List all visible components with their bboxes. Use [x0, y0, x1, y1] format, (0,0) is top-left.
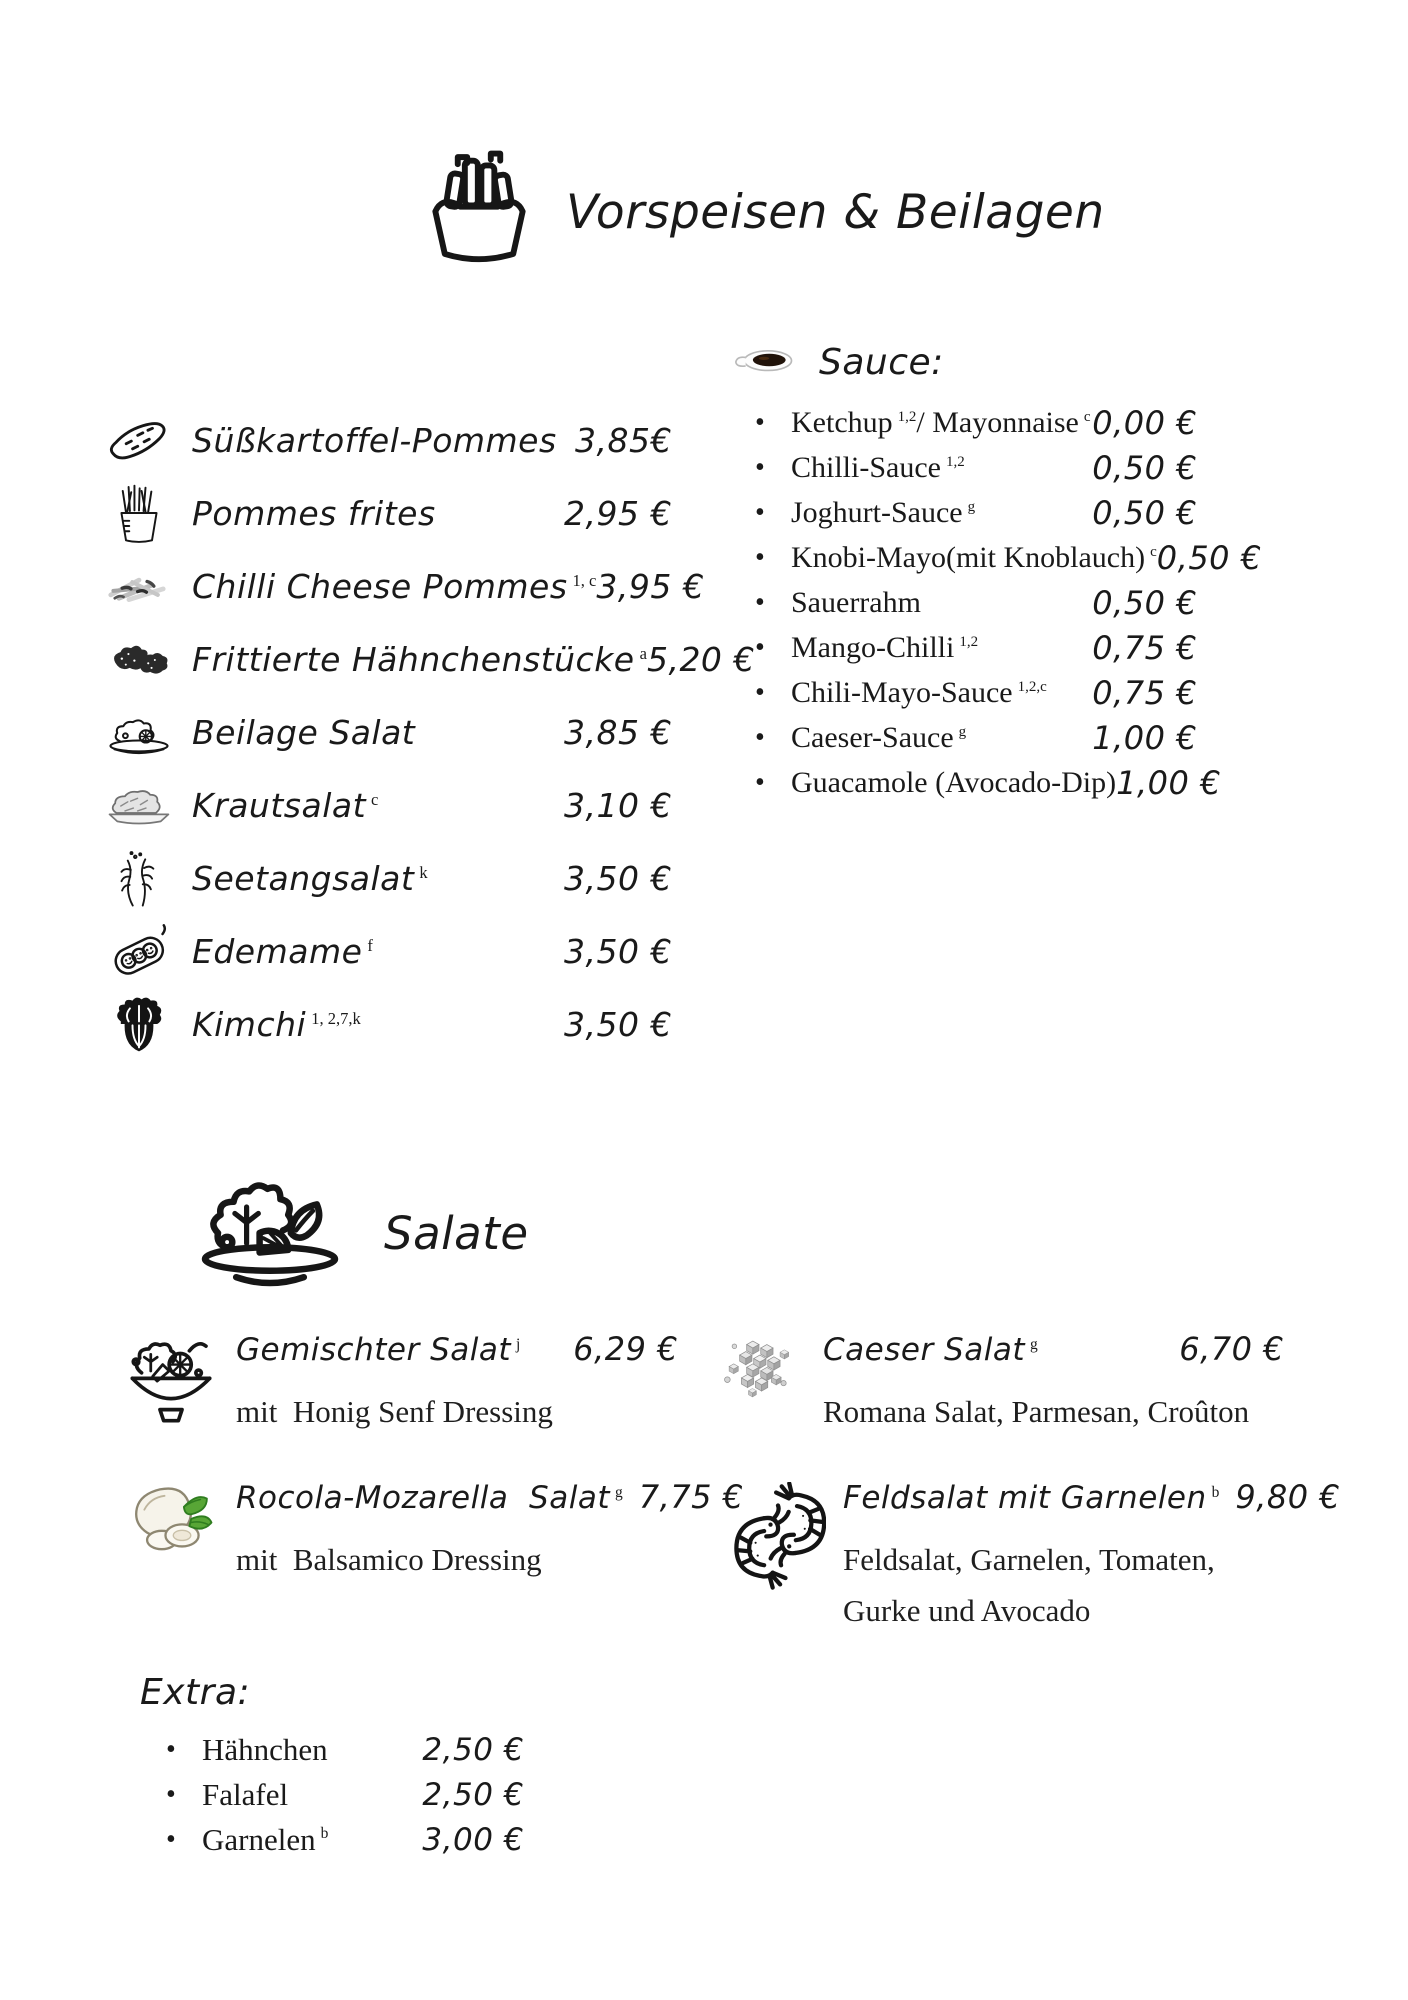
bullet: •	[755, 676, 765, 708]
menu-item-price: 3,95 €	[596, 567, 705, 606]
menu-item-name: Frittierte Hähnchenstücke $^a$	[192, 640, 647, 679]
menu-item-name: Seetangsalat $^k$	[192, 859, 428, 898]
menu-item-row	[100, 696, 672, 769]
sauce-row	[745, 535, 1262, 580]
extra-row	[156, 1772, 524, 1817]
salad-card-caeser	[722, 1330, 1284, 1437]
sauce-name: Joghurt-Sauce $^g$	[791, 495, 976, 529]
salad-price: 9,80 €	[1235, 1478, 1341, 1516]
extra-title: Extra:	[140, 1672, 251, 1713]
sauce-price: 0,50 €	[1156, 538, 1262, 577]
salad-description: mit Honig Senf Dressing	[236, 1394, 553, 1429]
bullet: •	[755, 451, 765, 483]
sauce-name: Knobi-Mayo(mit Knoblauch) $^c$	[791, 540, 1157, 574]
extra-name: Garnelen $^b$	[202, 1821, 329, 1857]
bullet: •	[166, 1823, 176, 1855]
extras-section	[140, 1672, 524, 1862]
kimchi-icon	[100, 994, 178, 1056]
chilli-cheese-icon	[100, 568, 178, 605]
edamame-icon	[100, 924, 178, 980]
salad-price: 6,29 €	[573, 1330, 678, 1368]
croutons-icon	[722, 1330, 823, 1437]
salad-price: 7,75 €	[638, 1478, 744, 1516]
menu-item-row	[100, 988, 672, 1061]
extra-price: 2,50 €	[422, 1731, 524, 1768]
sauce-name: Chilli-Sauce $^{1,2}$	[791, 450, 965, 484]
sauce-row	[745, 445, 1197, 490]
sauce-row	[745, 715, 1197, 760]
bullet: •	[755, 496, 765, 528]
sauce-price: 0,50 €	[1092, 493, 1197, 532]
sweet-potato-icon	[100, 418, 178, 463]
sauce-row	[745, 490, 1197, 535]
salad-name: Feldsalat mit Garnelen $^b$	[843, 1480, 1220, 1516]
shrimp-icon	[730, 1478, 843, 1636]
menu-item-price: 3,85 €	[564, 713, 672, 752]
menu-item-name: Chilli Cheese Pommes $^{1, c}$	[192, 567, 597, 606]
sauce-price: 0,50 €	[1092, 583, 1197, 622]
salad-description: Feldsalat, Garnelen, Tomaten, Gurke und Avocado	[843, 1542, 1215, 1629]
sauce-row	[745, 580, 1197, 625]
salad-description: mit Balsamico Dressing	[236, 1542, 542, 1577]
sauce-name: Caeser-Sauce $^g$	[791, 720, 967, 754]
sauce-name: Sauerrahm	[791, 585, 921, 619]
sauce-title: Sauce:	[819, 341, 944, 383]
menu-item-price: 3,10 €	[564, 786, 672, 825]
sauce-list	[745, 400, 1262, 805]
salate-header	[192, 1168, 529, 1298]
salad-name: Caeser Salat $^g$	[823, 1332, 1038, 1368]
sauce-dish-icon	[731, 341, 797, 384]
menu-item-row	[100, 842, 672, 915]
side-salad-icon	[100, 711, 178, 755]
page-title: Vorspeisen & Beilagen	[566, 184, 1105, 240]
extra-list	[140, 1727, 524, 1862]
salad-bowl-icon	[125, 1330, 236, 1437]
menu-item-name: Süßkartoffel-Pommes	[192, 421, 557, 460]
sauce-row	[745, 625, 1197, 670]
menu-item-price: 3,50 €	[564, 859, 672, 898]
extra-name: Hähnchen	[202, 1731, 328, 1767]
sauce-name: Mango-Chilli $^{1,2}$	[791, 630, 979, 664]
menu-item-name: Krautsalat $^c$	[192, 786, 379, 825]
bullet: •	[755, 406, 765, 438]
sauces-section	[745, 336, 1262, 805]
salad-price: 6,70 €	[1179, 1330, 1284, 1368]
fries-icon	[420, 150, 538, 274]
menu-item-price: 5,20 €	[646, 640, 755, 679]
bullet: •	[755, 766, 765, 798]
mozzarella-icon	[125, 1478, 236, 1585]
menu-item-row	[100, 477, 672, 550]
menu-item-name: Beilage Salat	[192, 713, 416, 752]
extra-row	[156, 1817, 524, 1862]
extra-name: Falafel	[202, 1776, 289, 1812]
krautsalat-icon	[100, 785, 178, 827]
bullet: •	[755, 541, 765, 573]
fried-chicken-icon	[100, 640, 178, 680]
menu-item-name: Pommes frites	[192, 494, 436, 533]
vorspeisen-header	[420, 150, 1105, 274]
sauce-price: 1,00 €	[1092, 718, 1197, 757]
sauce-price: 0,75 €	[1092, 628, 1197, 667]
menu-item-name: Edemame $^f$	[192, 932, 373, 971]
menu-item-row	[100, 623, 755, 696]
sauce-name: Chili-Mayo-Sauce $^{1,2,c}$	[791, 675, 1047, 709]
salad-card-rocola-mozarella	[125, 1478, 744, 1585]
bullet: •	[166, 1733, 176, 1765]
sauce-name: Ketchup $^{1,2}$/ Mayonnaise $^c$	[791, 405, 1091, 439]
extra-price: 3,00 €	[422, 1821, 524, 1858]
sauce-price: 0,00 €	[1092, 403, 1197, 442]
bullet: •	[755, 721, 765, 753]
menu-item-name: Kimchi $^{1, 2,7,k}$	[192, 1005, 361, 1044]
sauce-price: 0,75 €	[1092, 673, 1197, 712]
menu-item-price: 2,95 €	[564, 494, 672, 533]
extra-price: 2,50 €	[422, 1776, 524, 1813]
menu-item-row	[100, 915, 672, 988]
extra-row	[156, 1727, 524, 1772]
starters-section	[100, 404, 755, 1061]
menu-item-price: 3,50 €	[564, 1005, 672, 1044]
seaweed-icon	[100, 849, 178, 909]
menu-item-price: 3,85€	[575, 421, 672, 460]
salate-title: Salate	[384, 1206, 529, 1260]
menu-item-row	[100, 550, 705, 623]
sauce-header	[731, 336, 1197, 388]
sauce-name: Guacamole (Avocado-Dip)	[791, 765, 1117, 799]
sauce-row	[745, 670, 1197, 715]
sauce-row	[745, 760, 1221, 805]
salad-card-gemischter	[125, 1330, 678, 1437]
salad-name: Rocola-Mozarella Salat $^g$	[236, 1480, 623, 1516]
sauce-row	[745, 400, 1197, 445]
menu-item-row	[100, 404, 672, 477]
salad-name: Gemischter Salat $^j$	[236, 1332, 521, 1368]
sauce-price: 0,50 €	[1092, 448, 1197, 487]
salad-card-feldsalat-garnelen	[730, 1478, 1341, 1636]
salad-description: Romana Salat, Parmesan, Croûton	[823, 1394, 1250, 1429]
bullet: •	[755, 586, 765, 618]
fries-box-icon	[100, 483, 178, 545]
bullet: •	[166, 1778, 176, 1810]
menu-item-row	[100, 769, 672, 842]
sauce-price: 1,00 €	[1116, 763, 1221, 802]
bullet: •	[755, 631, 765, 663]
menu-item-price: 3,50 €	[564, 932, 672, 971]
salad-plate-icon	[192, 1168, 348, 1298]
